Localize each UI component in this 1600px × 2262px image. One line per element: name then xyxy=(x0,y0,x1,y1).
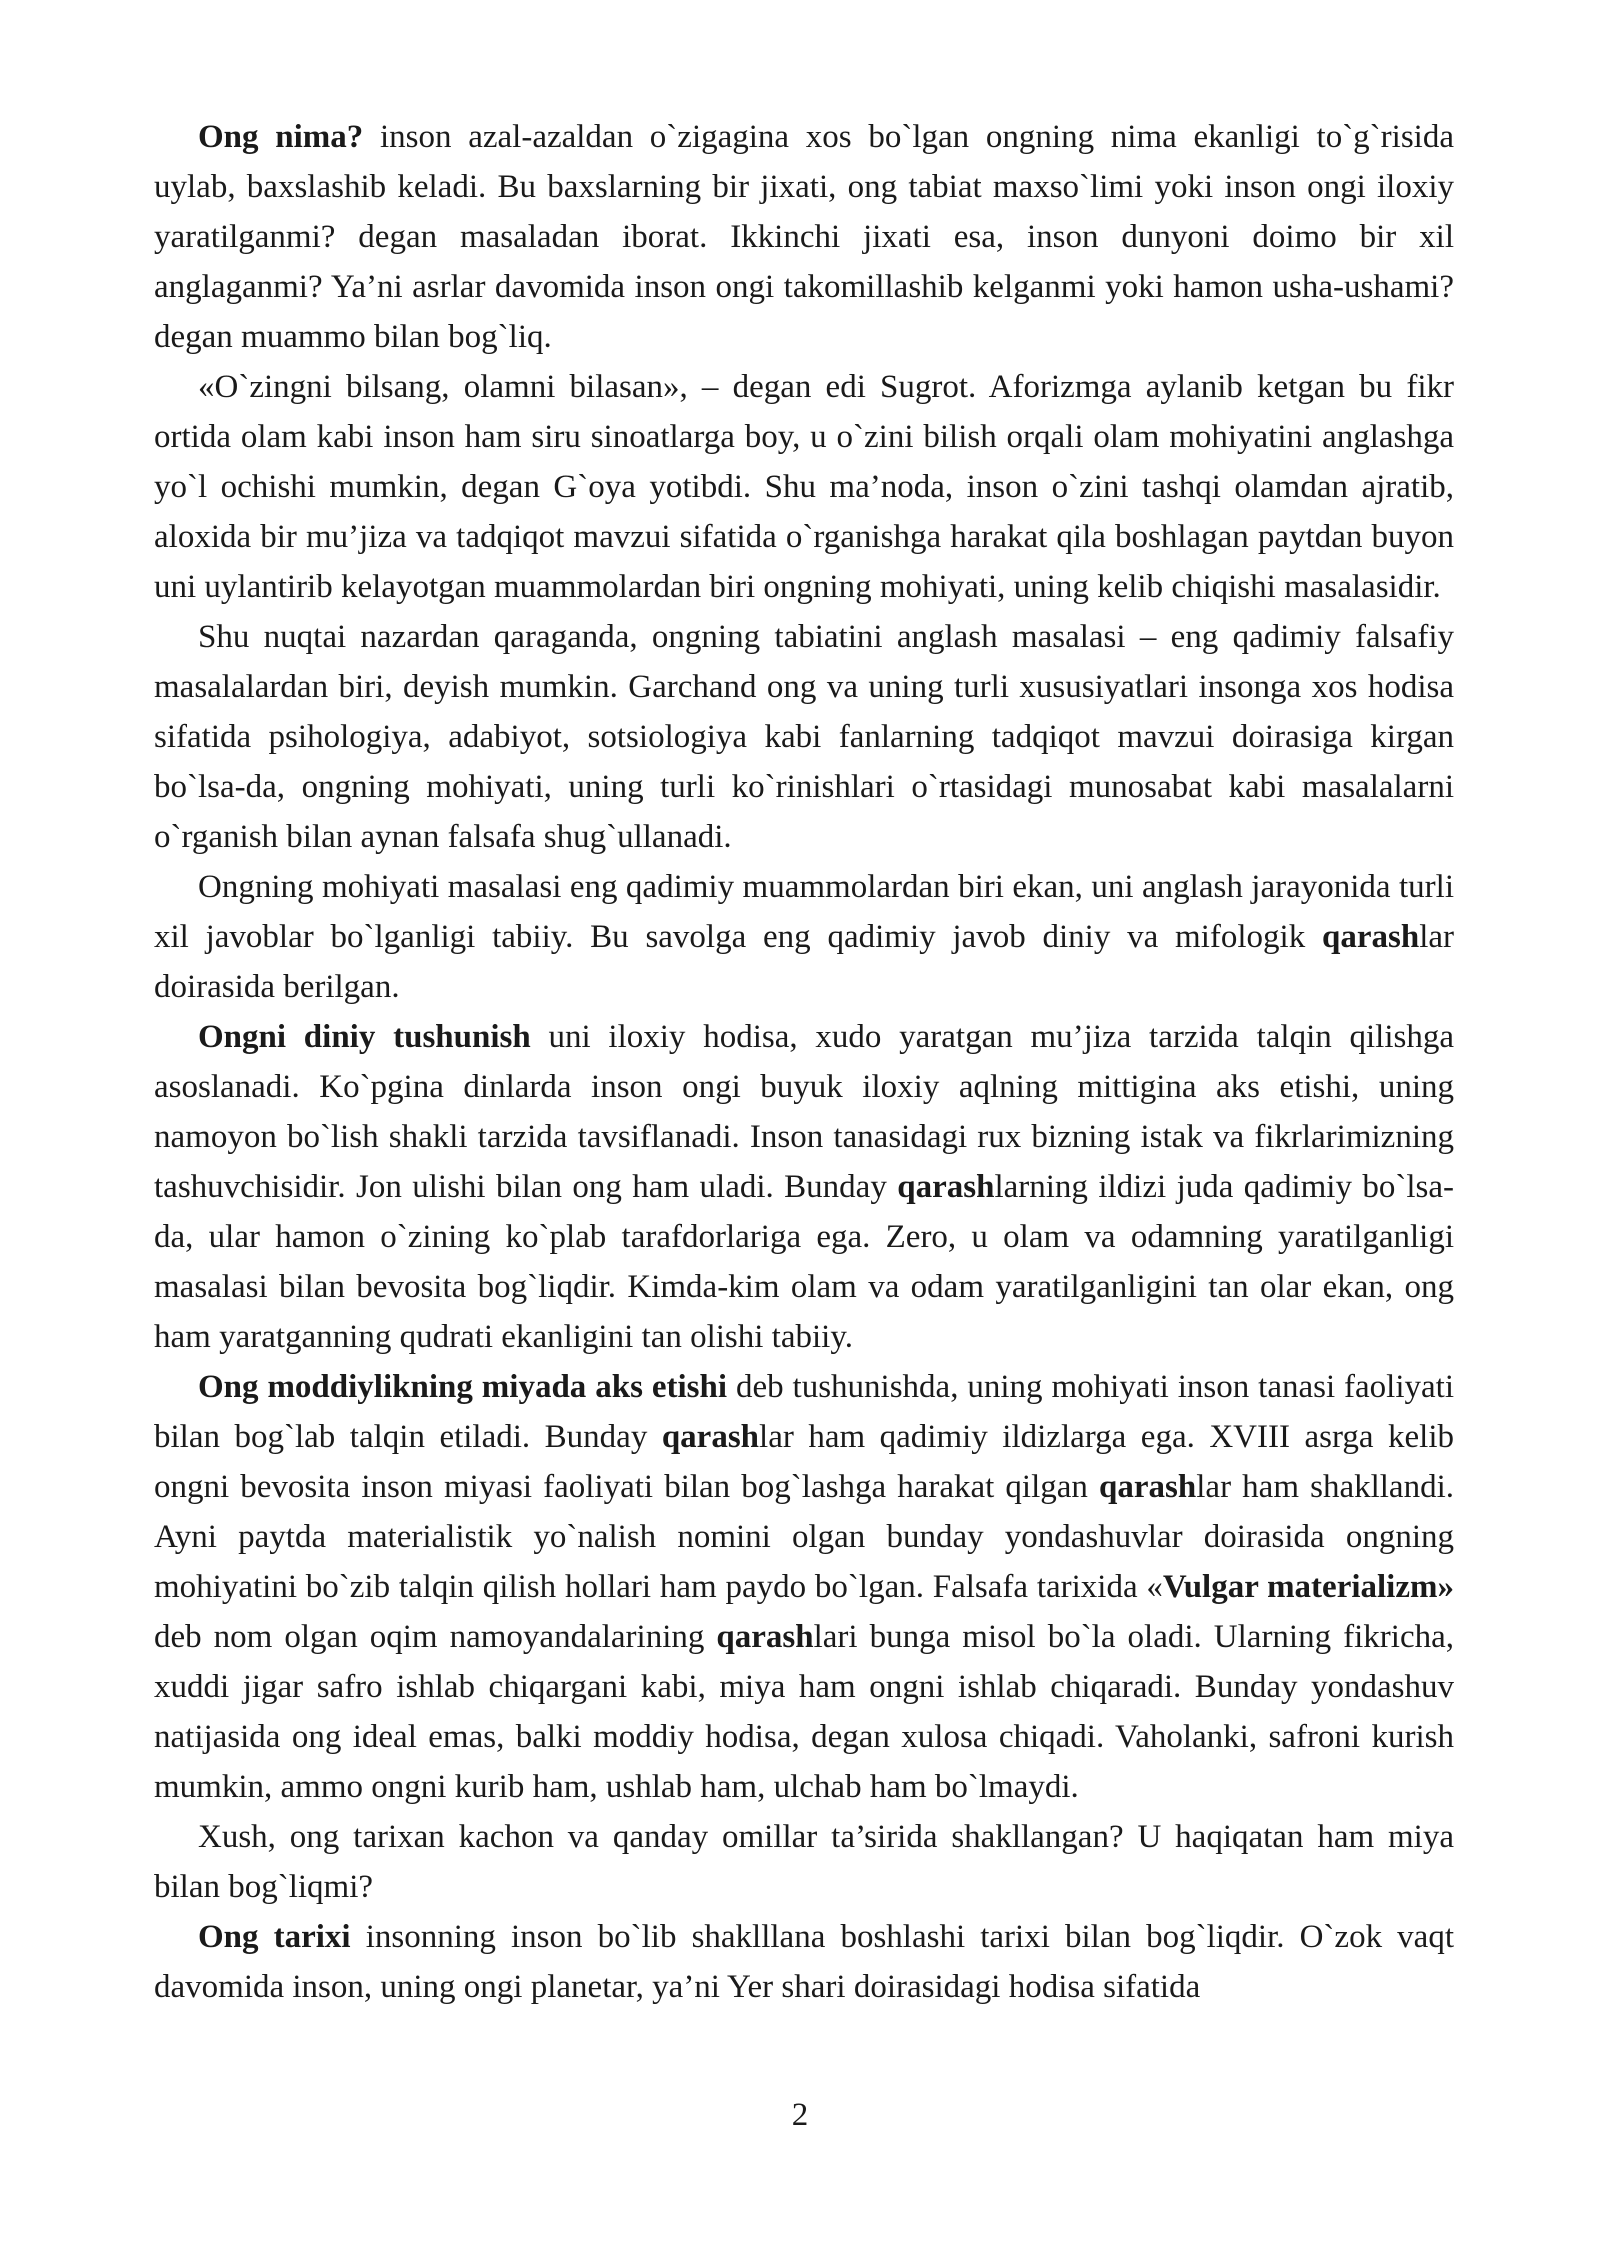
paragraph-5: Ongni diniy tushunish uni iloxiy hodisa, xudo yaratgan mu’jiza tarzida talqin qilishga asoslanadi. Ko`pgina dinlarda inson ongi buyuk iloxiy aqlning mittigina aks etishi, uning namoyon bo`lish shakli tarzida tavsiflanadi. Inson tanasidagi rux bizning istak va fikrlarimizning tashuvchisidir. Jon ulishi bilan ong ham uladi. Bunday qarashlarning ildizi juda qadimiy bo`lsa-da, ular hamon o`zining ko`plab tarafdorlariga ega. Zero, u olam va odamning yaratilganligi masalasi bilan bevosita bog`liqdir. Kimda-kim olam va odam yaratilganligini tan olar ekan, ong ham yaratganning qudrati ekanligini tan olishi tabiiy. xyxy=(154,1019,1454,1355)
paragraph-6: Ong moddiylikning miyada aks etishi deb tushunishda, uning mohiyati inson tanasi faoliyati bilan bog`lab talqin etiladi. Bunday qarashlar ham qadimiy ildizlarga ega. XVIII asrga kelib ongni bevosita inson miyasi faoliyati bilan bog`lashga harakat qilgan qarashlar ham shakllandi. Ayni paytda materialistik yo`nalish nomini olgan bunday yondashuvlar doirasida ongning mohiyatini bo`zib talqin qilish hollari ham paydo bo`lgan. Falsafa tarixida «Vulgar materializm» deb nom olgan oqim namoyandalarining qarashlari bunga misol bo`la oladi. Ularning fikricha, xuddi jigar safro ishlab chiqargani kabi, miya ham ongni ishlab chiqaradi. Bunday yondashuv natijasida ong ideal emas, balki moddiy hodisa, degan xulosa chiqadi. Vaholanki, safroni kurish mumkin, ammo ongni kurib ham, ushlab ham, ulchab ham bo`lmaydi. xyxy=(154,1369,1455,1805)
bold-term: Vulgar materializm» xyxy=(1162,1569,1454,1605)
paragraph-4: Ongning mohiyati masalasi eng qadimiy muammolardan biri ekan, uni anglash jarayonida turli xil javoblar bo`lganligi tabiiy. Bu savolga eng qadimiy javob diniy va mifologik qarashlar doirasida berilgan. xyxy=(154,869,1454,1005)
bold-term: Ong tarixi xyxy=(198,1919,351,1955)
bold-term: Ong nima? xyxy=(198,119,364,155)
bold-term: qarash xyxy=(1099,1469,1197,1505)
page-body xyxy=(154,112,1454,2012)
paragraph-3: Shu nuqtai nazardan qaraganda, ongning tabiatini anglash masalasi – eng qadimiy falsafiy masalalardan biri, deyish mumkin. Garchand ong va uning turli xususiyatlari insonga xos hodisa sifatida psihologiya, adabiyot, sotsiologiya kabi fanlarning tadqiqot mavzui doirasiga kirgan bo`lsa-da, ongning mohiyati, uning turli ko`rinishlari o`rtasidagi munosabat kabi masalalarni o`rganish bilan aynan falsafa shug`ullanadi. xyxy=(154,619,1454,855)
paragraph-2: «O`zingni bilsang, olamni bilasan», – degan edi Sugrot. Aforizmga aylanib ketgan bu fikr ortida olam kabi inson ham siru sinoatlarga boy, u o`zini bilish orqali olam mohiyatini anglashga yo`l ochishi mumkin, degan G`oya yotibdi. Shu ma’noda, inson o`zini tashqi olamdan ajratib, aloxida bir mu’jiza va tadqiqot mavzui sifatida o`rganishga harakat qila boshlagan paytdan buyon uni uylantirib kelayotgan muammolardan biri ongning mohiyati, uning kelib chiqishi masalasidir. xyxy=(154,369,1454,605)
bold-term: qarash xyxy=(716,1619,814,1655)
paragraph-8: Ong tarixi insonning inson bo`lib shaklllana boshlashi tarixi bilan bog`liqdir. O`zok vaqt davomida inson, uning ongi planetar, ya’ni Yer shari doirasidagi hodisa sifatida xyxy=(154,1919,1454,2005)
paragraph-1: Ong nima? inson azal-azaldan o`zigagina xos bo`lgan ongning nima ekanligi to`g`risida uylab, baxslashib keladi. Bu baxslarning bir jixati, ong tabiat maxso`limi yoki inson ongi iloxiy yaratilganmi? degan masaladan iborat. Ikkinchi jixati esa, inson dunyoni doimo bir xil anglaganmi? Ya’ni asrlar davomida inson ongi takomillashib kelganmi yoki hamon usha-ushami? degan muammo bilan bog`liq. xyxy=(154,119,1454,355)
bold-term: Ong moddiylikning miyada aks etishi xyxy=(198,1369,728,1405)
paragraph-7: Xush, ong tarixan kachon va qanday omillar ta’sirida shakllangan? U haqiqatan ham miya bilan bog`liqmi? xyxy=(154,1819,1454,1905)
page-number: 2 xyxy=(791,2097,809,2133)
bold-term: qarash xyxy=(661,1419,760,1455)
bold-term: qarash xyxy=(1321,919,1420,955)
bold-term: qarash xyxy=(897,1169,995,1205)
bold-term: Ongni diniy tushunish xyxy=(198,1019,531,1055)
